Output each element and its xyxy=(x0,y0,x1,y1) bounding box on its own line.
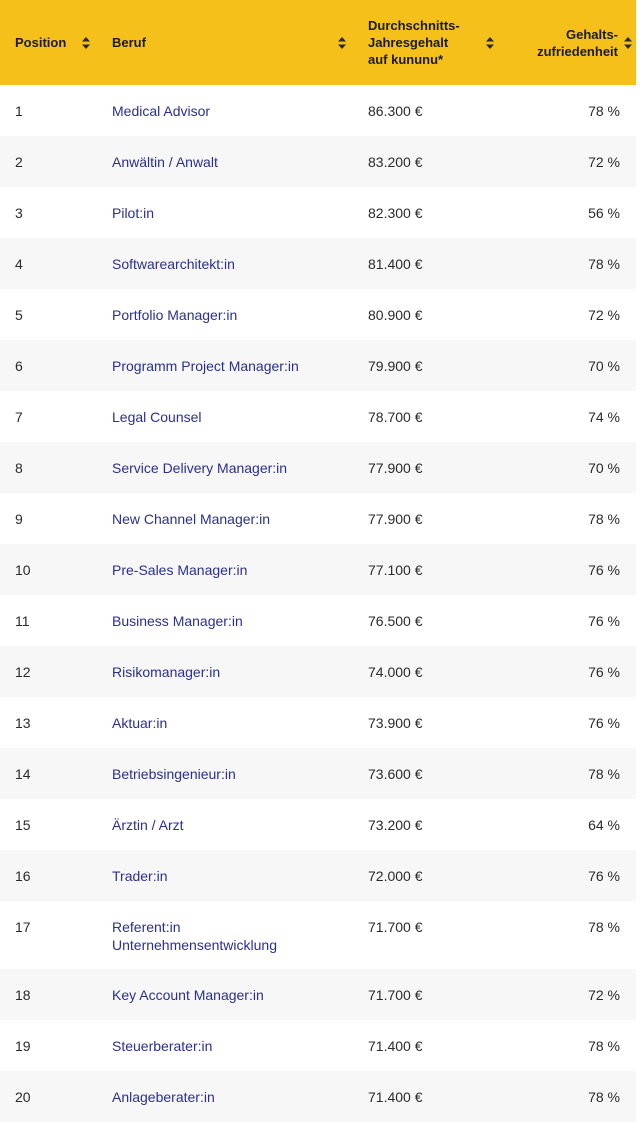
cell-position: 6 xyxy=(15,358,23,374)
cell-gehalt: 73.900 € xyxy=(368,715,423,731)
cell-position: 8 xyxy=(15,460,23,476)
table-row xyxy=(0,697,636,748)
cell-gehalt: 77.900 € xyxy=(368,460,423,476)
cell-beruf-link[interactable]: Pilot:in xyxy=(112,205,155,221)
sort-icon[interactable] xyxy=(624,37,632,49)
cell-position: 12 xyxy=(15,664,31,680)
cell-gehalt: 82.300 € xyxy=(368,205,423,221)
cell-gehalt: 76.500 € xyxy=(368,613,423,629)
column-header-position[interactable] xyxy=(15,0,95,85)
cell-zufriedenheit: 70 % xyxy=(588,358,620,374)
cell-position: 7 xyxy=(15,409,23,425)
column-header-beruf[interactable] xyxy=(112,0,350,85)
cell-zufriedenheit: 78 % xyxy=(588,766,620,782)
table-row xyxy=(0,850,636,901)
cell-beruf-link[interactable]: Medical Advisor xyxy=(112,103,211,119)
table-header xyxy=(0,0,636,85)
cell-zufriedenheit: 78 % xyxy=(588,1089,620,1105)
column-header-label: Position xyxy=(15,35,67,50)
cell-beruf-link[interactable]: Softwarearchitekt:in xyxy=(112,256,235,272)
cell-position: 13 xyxy=(15,715,31,731)
cell-zufriedenheit: 78 % xyxy=(588,919,620,935)
cell-gehalt: 71.400 € xyxy=(368,1089,423,1105)
table-body xyxy=(0,85,636,1122)
cell-beruf-link[interactable]: Aktuar:in xyxy=(112,715,168,731)
table-row xyxy=(0,544,636,595)
sort-icon[interactable] xyxy=(338,37,346,49)
cell-position: 19 xyxy=(15,1038,31,1054)
cell-gehalt: 81.400 € xyxy=(368,256,423,272)
cell-position: 20 xyxy=(15,1089,31,1105)
cell-gehalt: 83.200 € xyxy=(368,154,423,170)
cell-beruf-link[interactable]: Key Account Manager:in xyxy=(112,987,264,1003)
column-header-zufriedenheit[interactable] xyxy=(510,0,632,85)
cell-position: 11 xyxy=(15,613,30,629)
cell-beruf-link[interactable]: Portfolio Manager:in xyxy=(112,307,238,323)
cell-beruf-link[interactable]: Risikomanager:in xyxy=(112,664,221,680)
cell-zufriedenheit: 76 % xyxy=(588,664,620,680)
column-header-label: Gehalts- zufriedenheit xyxy=(537,26,618,59)
sort-icon[interactable] xyxy=(82,37,90,49)
cell-zufriedenheit: 72 % xyxy=(588,154,620,170)
cell-gehalt: 74.000 € xyxy=(368,664,423,680)
table-row xyxy=(0,748,636,799)
cell-position: 2 xyxy=(15,154,23,170)
cell-beruf-link[interactable]: Anlageberater:in xyxy=(112,1089,215,1105)
cell-zufriedenheit: 76 % xyxy=(588,868,620,884)
cell-gehalt: 77.100 € xyxy=(368,562,423,578)
cell-beruf-link[interactable]: Programm Project Manager:in xyxy=(112,358,299,374)
cell-zufriedenheit: 72 % xyxy=(588,987,620,1003)
cell-zufriedenheit: 78 % xyxy=(588,256,620,272)
cell-zufriedenheit: 74 % xyxy=(588,409,620,425)
cell-beruf-link[interactable]: Ärztin / Arzt xyxy=(112,817,184,833)
cell-position: 10 xyxy=(15,562,31,578)
column-header-gehalt[interactable] xyxy=(368,0,498,85)
sort-icon[interactable] xyxy=(486,37,494,49)
cell-position: 17 xyxy=(15,919,31,935)
cell-zufriedenheit: 76 % xyxy=(588,613,620,629)
cell-zufriedenheit: 78 % xyxy=(588,511,620,527)
cell-zufriedenheit: 76 % xyxy=(588,562,620,578)
cell-position: 4 xyxy=(15,256,23,272)
cell-gehalt: 79.900 € xyxy=(368,358,423,374)
cell-beruf-link[interactable]: Legal Counsel xyxy=(112,409,202,425)
cell-gehalt: 71.700 € xyxy=(368,919,423,935)
cell-position: 1 xyxy=(15,103,23,119)
cell-beruf-link[interactable]: Service Delivery Manager:in xyxy=(112,460,288,476)
table-row xyxy=(0,799,636,850)
column-header-label: Durchschnitts- Jahresgehalt auf kununu* xyxy=(368,18,460,67)
cell-zufriedenheit: 78 % xyxy=(588,103,620,119)
cell-position: 15 xyxy=(15,817,31,833)
cell-beruf-link[interactable]: Anwältin / Anwalt xyxy=(112,154,218,170)
cell-zufriedenheit: 56 % xyxy=(588,205,620,221)
cell-gehalt: 77.900 € xyxy=(368,511,423,527)
cell-zufriedenheit: 72 % xyxy=(588,307,620,323)
cell-gehalt: 86.300 € xyxy=(368,103,423,119)
cell-beruf-link[interactable]: Trader:in xyxy=(112,868,168,884)
cell-position: 5 xyxy=(15,307,23,323)
cell-position: 18 xyxy=(15,987,31,1003)
cell-gehalt: 72.000 € xyxy=(368,868,423,884)
cell-beruf-link[interactable]: Referent:in Unternehmensentwicklung xyxy=(112,919,277,953)
table-row xyxy=(0,1071,636,1122)
table-row xyxy=(0,289,636,340)
cell-position: 3 xyxy=(15,205,23,221)
cell-gehalt: 71.700 € xyxy=(368,987,423,1003)
cell-gehalt: 73.600 € xyxy=(368,766,423,782)
cell-beruf-link[interactable]: Pre-Sales Manager:in xyxy=(112,562,248,578)
cell-zufriedenheit: 70 % xyxy=(588,460,620,476)
table-row xyxy=(0,85,636,136)
table-row xyxy=(0,493,636,544)
table-row xyxy=(0,391,636,442)
table-row xyxy=(0,901,636,969)
table-row xyxy=(0,340,636,391)
cell-zufriedenheit: 64 % xyxy=(588,817,620,833)
table-row xyxy=(0,595,636,646)
table-row xyxy=(0,187,636,238)
cell-beruf-link[interactable]: Business Manager:in xyxy=(112,613,243,629)
cell-position: 14 xyxy=(15,766,31,782)
table-row xyxy=(0,646,636,697)
cell-zufriedenheit: 76 % xyxy=(588,715,620,731)
table-row xyxy=(0,442,636,493)
cell-position: 9 xyxy=(15,511,23,527)
cell-gehalt: 80.900 € xyxy=(368,307,423,323)
table-row xyxy=(0,136,636,187)
cell-beruf-link[interactable]: Steuerberater:in xyxy=(112,1038,213,1054)
cell-gehalt: 71.400 € xyxy=(368,1038,423,1054)
cell-beruf-link[interactable]: New Channel Manager:in xyxy=(112,511,270,527)
table-row xyxy=(0,238,636,289)
cell-position: 16 xyxy=(15,868,31,884)
column-header-label: Beruf xyxy=(112,35,146,50)
cell-beruf-link[interactable]: Betriebsingenieur:in xyxy=(112,766,236,782)
cell-zufriedenheit: 78 % xyxy=(588,1038,620,1054)
cell-gehalt: 73.200 € xyxy=(368,817,423,833)
table-row xyxy=(0,1020,636,1071)
table-row xyxy=(0,969,636,1020)
cell-gehalt: 78.700 € xyxy=(368,409,423,425)
